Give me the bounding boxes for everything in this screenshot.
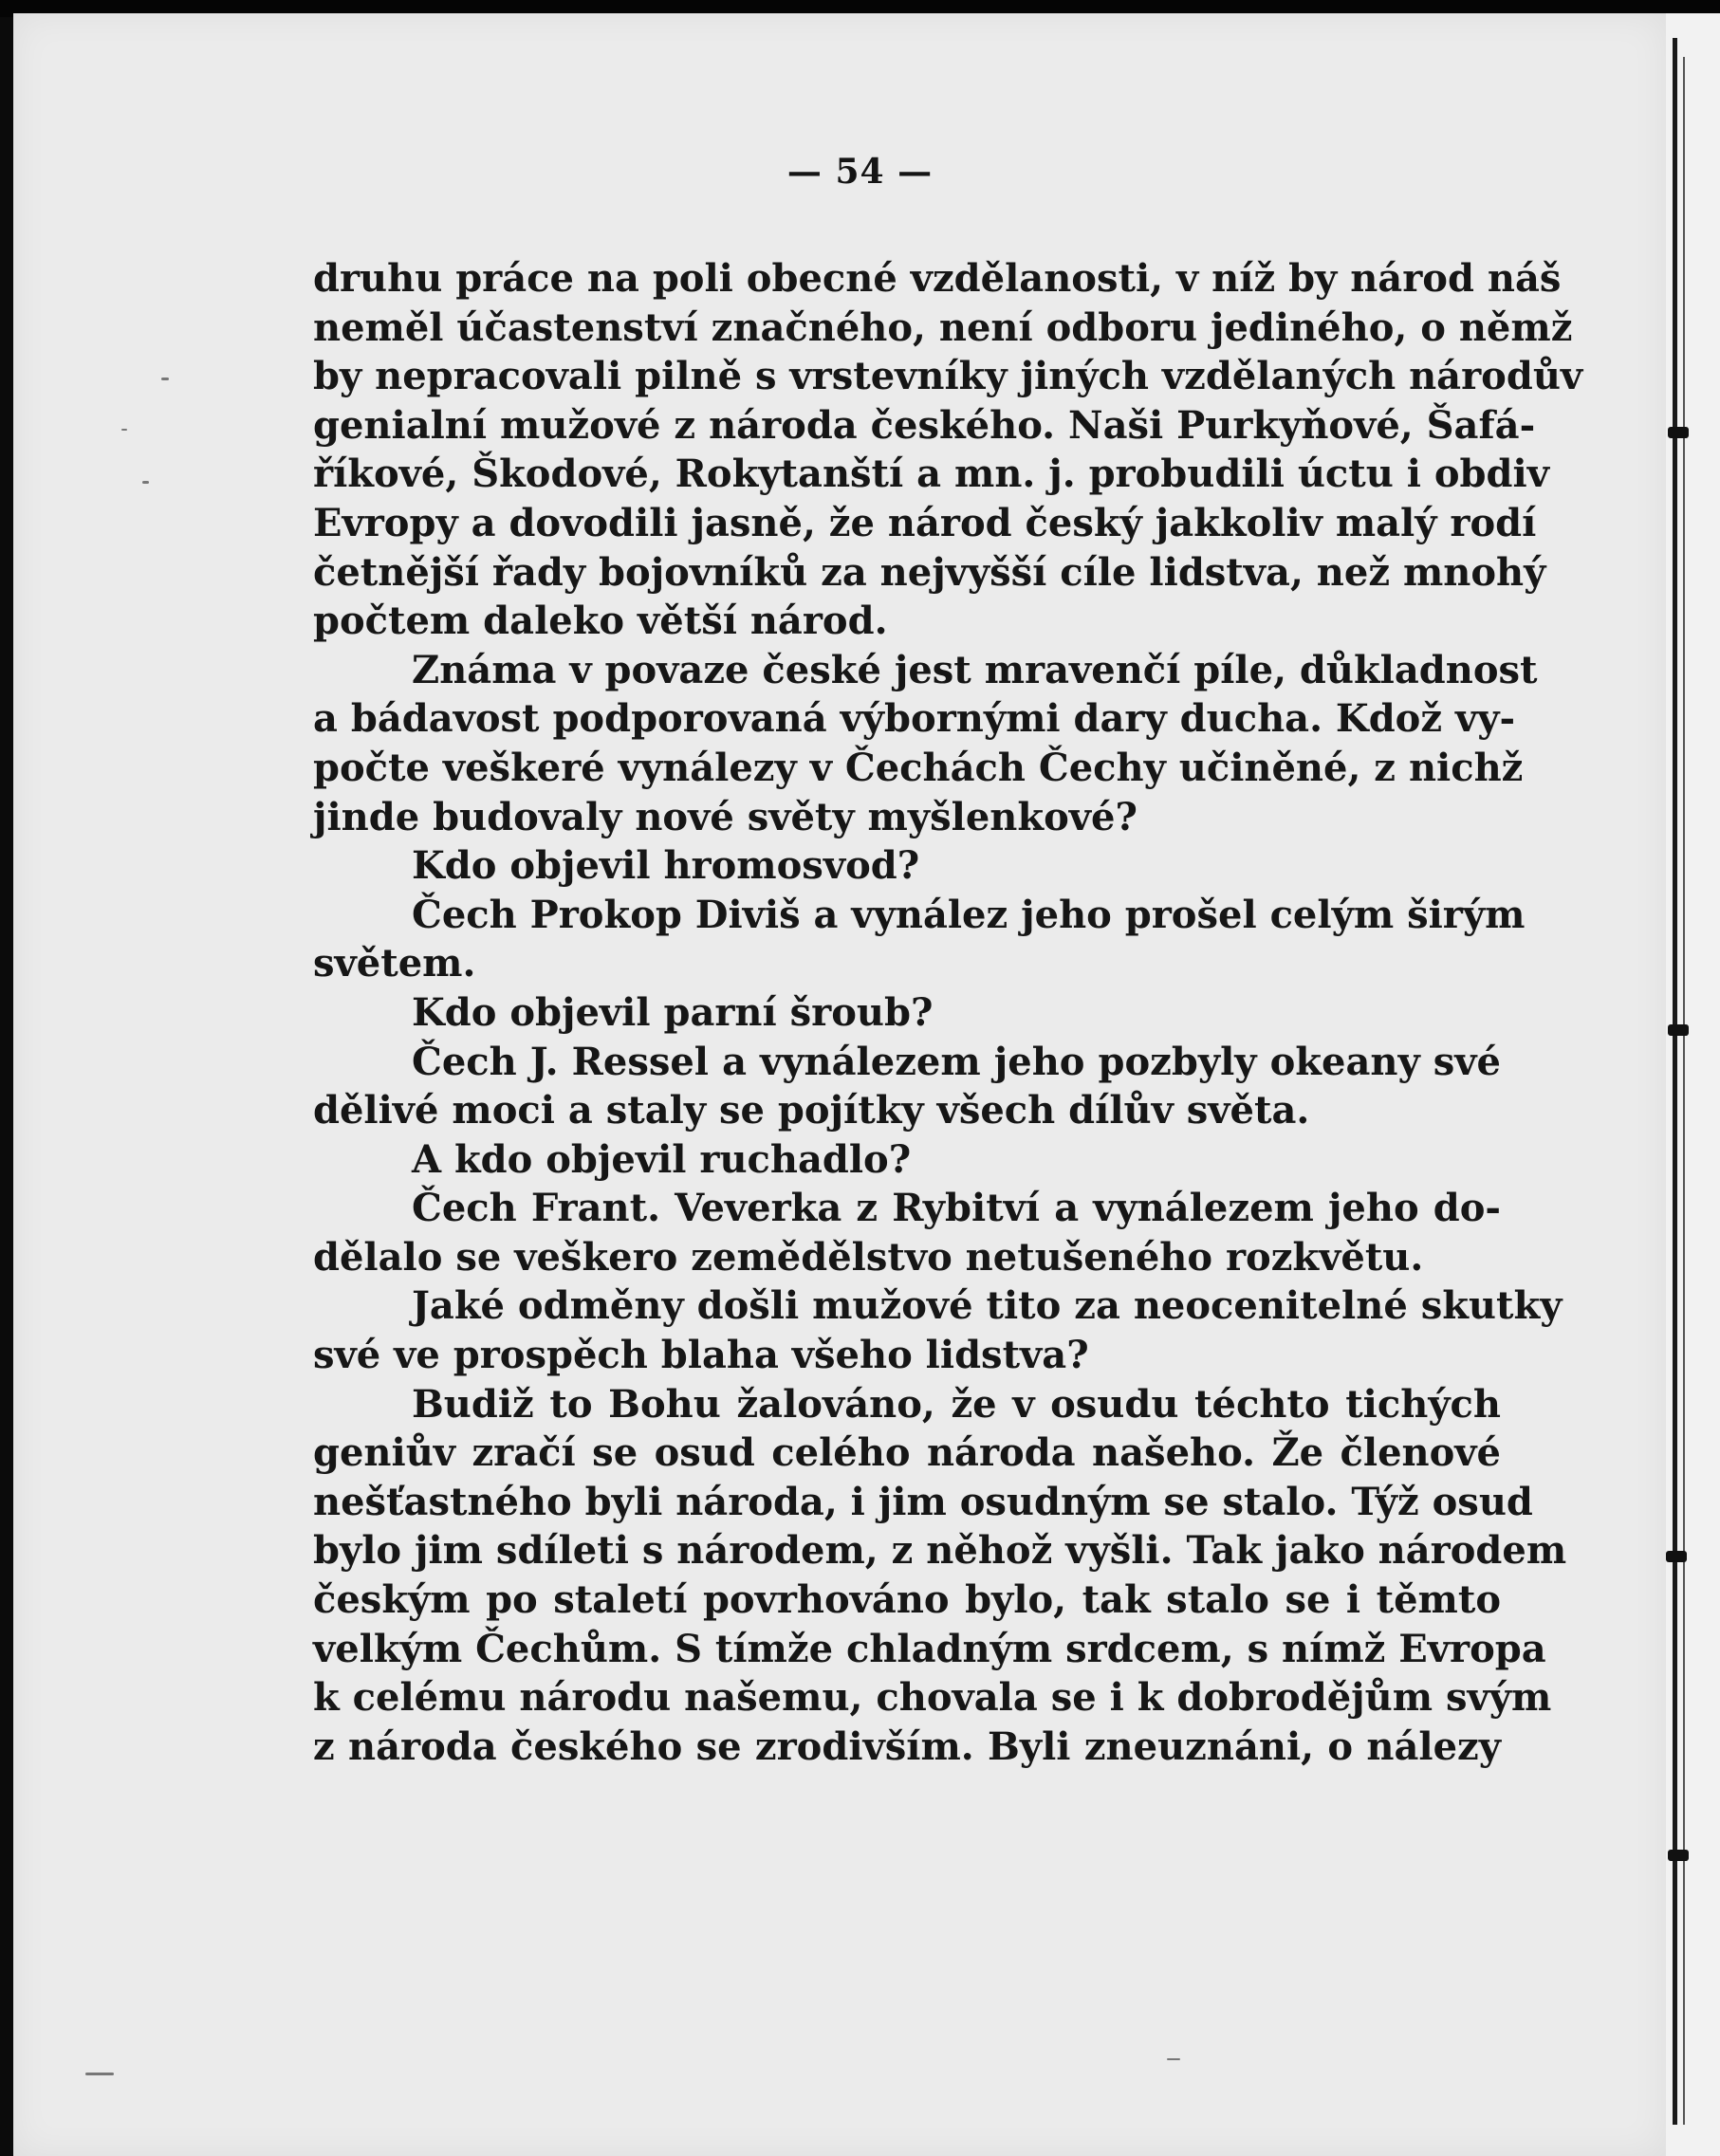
edge-mark xyxy=(1668,1024,1689,1036)
edge-mark xyxy=(1666,1551,1687,1562)
body-text xyxy=(313,254,1583,1771)
text-line: geniův zračí se osud celého národa našeho. Že členové xyxy=(313,1430,1501,1476)
text-line: by nepracovali pilně s vrstevníky jiných vzdělaných národův xyxy=(313,354,1583,399)
text-line: A kdo objevil ruchadlo? xyxy=(412,1136,912,1182)
text-line: dělalo se veškero zemědělstvo netušeného rozkvětu. xyxy=(313,1234,1424,1280)
text-line: nešťastného byli národa, i jim osudným se stalo. Týž osud xyxy=(313,1479,1533,1524)
scan-speck xyxy=(1167,2058,1180,2060)
text-line: druhu práce na poli obecné vzdělanosti, v níž by národ náš xyxy=(313,256,1562,301)
text-line: Budiž to Bohu žalováno, že v osudu téchto tichých xyxy=(412,1381,1501,1427)
text-line: Známa v povaze české jest mravenčí píle, důkladnost xyxy=(412,647,1538,692)
text-line: počte veškeré vynálezy v Čechách Čechy učiněné, z nichž xyxy=(313,745,1524,790)
text-line: k celému národu našemu, chovala se i k dobrodějům svým xyxy=(313,1675,1552,1721)
text-line: dělivé moci a staly se pojítky všech dílův světa. xyxy=(313,1088,1310,1133)
text-line: českým po staletí povrhováno bylo, tak stalo se i těmto xyxy=(313,1577,1501,1623)
binding-edge-line xyxy=(1673,38,1677,2125)
text-line: jinde budovaly nové světy myšlenkové? xyxy=(313,794,1137,839)
binding-edge-line-thin xyxy=(1683,57,1685,2125)
edge-mark xyxy=(1668,1850,1689,1861)
text-line: světem. xyxy=(313,941,476,986)
text-line: Jaké odměny došli mužové tito za neocenitelné skutky xyxy=(412,1283,1563,1329)
scan-speck xyxy=(85,2073,114,2075)
text-line: bylo jim sdíleti s národem, z něhož vyšli. Tak jako národem xyxy=(313,1528,1567,1574)
text-line: Čech J. Ressel a vynálezem jeho pozbyly okeany své xyxy=(412,1039,1501,1084)
scan-speck xyxy=(121,429,127,431)
text-line: Kdo objevil parní šroub? xyxy=(412,989,934,1035)
text-line: velkým Čechům. S tímže chladným srdcem, s nímž Evropa xyxy=(313,1626,1546,1671)
text-line: Čech Frant. Veverka z Rybitví a vynálezem jeho do- xyxy=(412,1186,1501,1231)
text-line: a bádavost podporovaná výbornými dary ducha. Kdož vy- xyxy=(313,696,1516,742)
text-line: četnější řady bojovníků za nejvyšší cíle lidstva, než mnohý xyxy=(313,549,1546,595)
text-line: Kdo objevil hromosvod? xyxy=(412,843,920,889)
text-line: neměl účastenství značného, není odboru jediného, o němž xyxy=(313,304,1573,350)
scan-speck xyxy=(142,481,149,484)
text-line: z národa českého se zrodivším. Byli zneuznáni, o nálezy xyxy=(313,1723,1501,1769)
text-line: říkové, Škodové, Rokytanští a mn. j. probudili úctu i obdiv xyxy=(313,451,1549,497)
text-line: Čech Prokop Diviš a vynález jeho prošel celým širým xyxy=(412,892,1526,937)
text-line: genialní mužové z národa českého. Naši Purkyňové, Šafá- xyxy=(313,402,1536,448)
edge-mark xyxy=(1668,427,1689,438)
text-line: své ve prospěch blaha všeho lidstva? xyxy=(313,1333,1089,1378)
text-line: Evropy a dovodili jasně, že národ český jakkoliv malý rodí xyxy=(313,500,1537,545)
text-line: počtem daleko větší národ. xyxy=(313,599,888,644)
page-number: — 54 — xyxy=(786,152,934,192)
scan-speck xyxy=(161,378,169,380)
